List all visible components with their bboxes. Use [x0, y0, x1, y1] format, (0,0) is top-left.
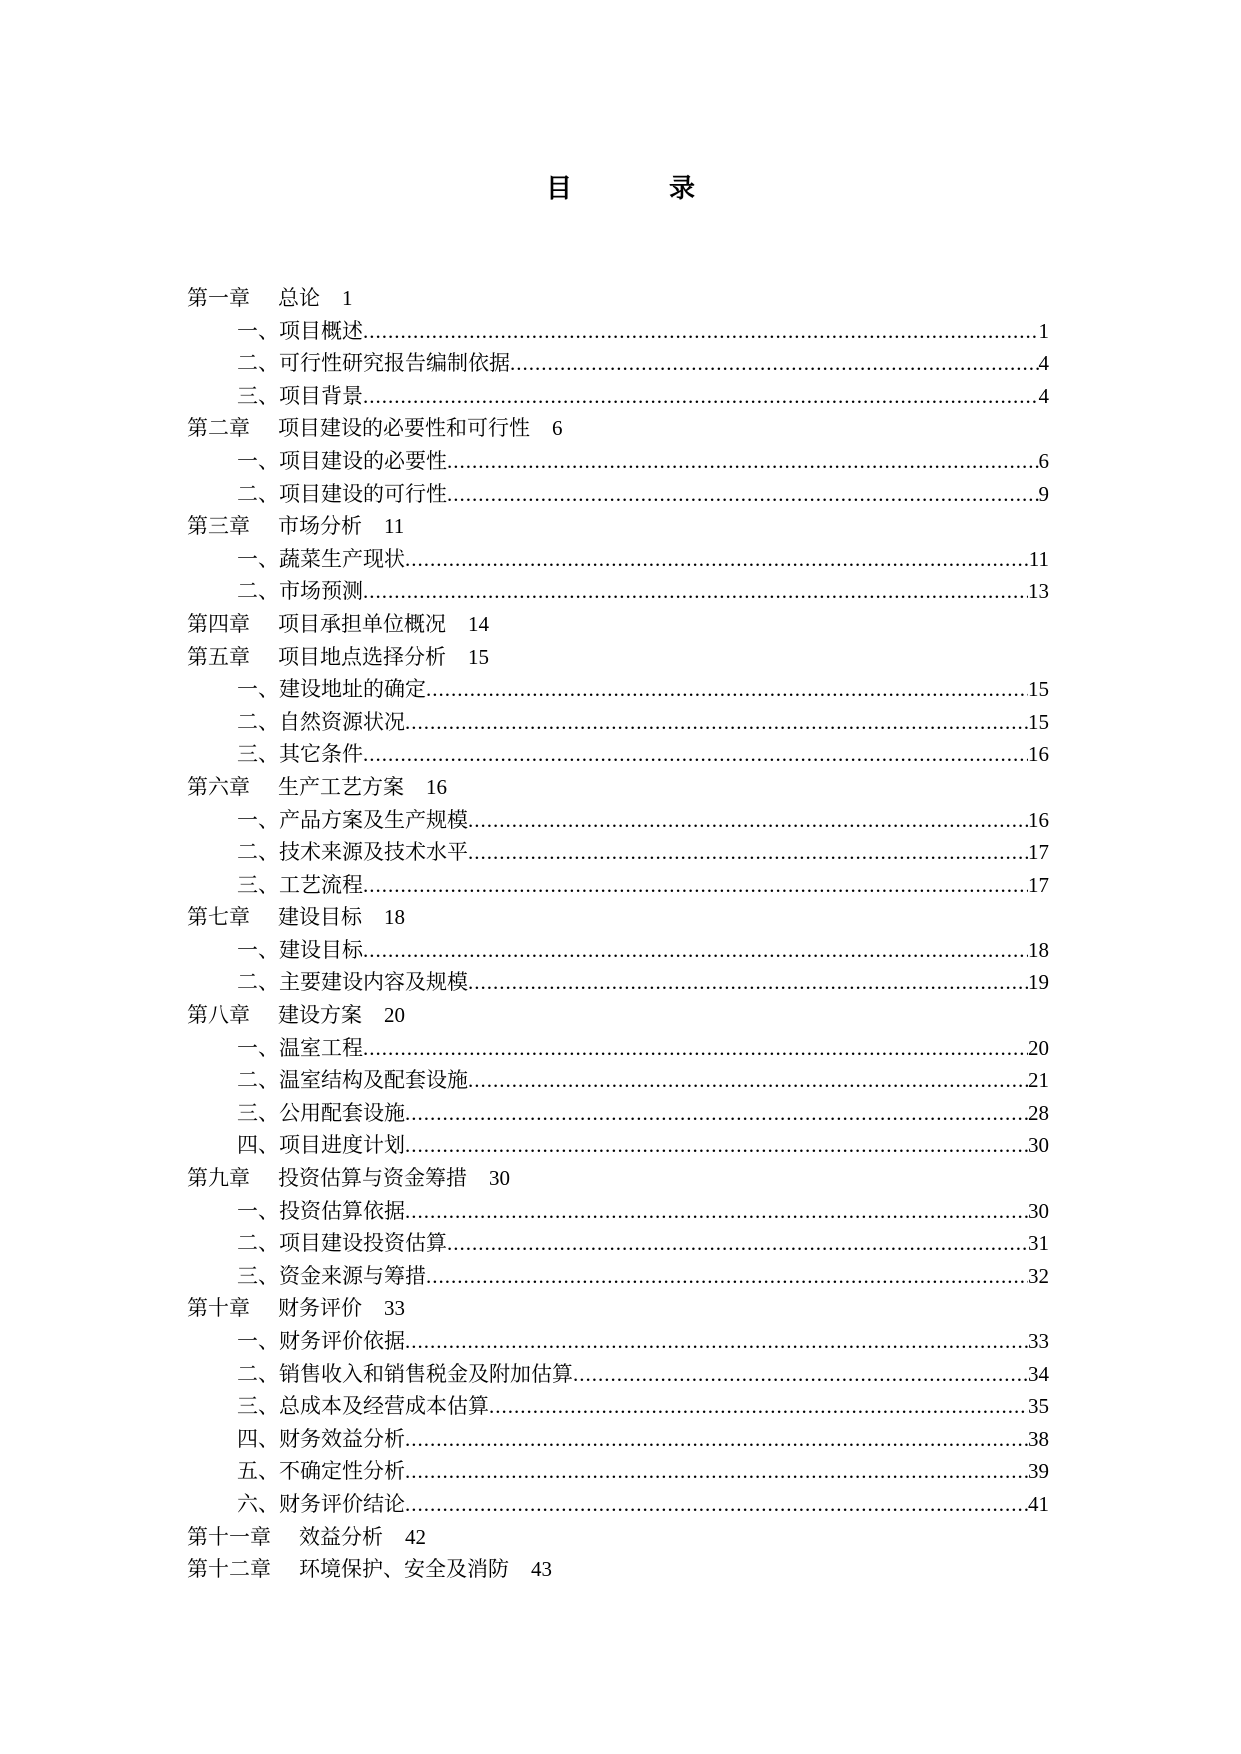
page-number: 16 [426, 774, 447, 799]
page-number: 1 [1038, 318, 1049, 343]
dot-leader [468, 836, 1028, 869]
toc-chapter-entry[interactable] [187, 999, 1049, 1032]
section-title: 二、销售收入和销售税金及附加估算 [237, 1361, 573, 1386]
toc-section-entry[interactable] [187, 966, 1049, 999]
page-number: 4 [1038, 351, 1049, 376]
section-title: 一、蔬菜生产现状 [237, 546, 405, 571]
toc-section-entry[interactable] [187, 1129, 1049, 1162]
section-title: 一、产品方案及生产规模 [237, 807, 468, 832]
toc-section-entry[interactable] [187, 1032, 1049, 1065]
dot-leader [468, 966, 1028, 999]
page-number: 41 [1028, 1491, 1049, 1516]
section-title: 二、温室结构及配套设施 [237, 1068, 468, 1093]
page-number: 42 [405, 1524, 426, 1549]
page-number: 15 [1028, 677, 1049, 702]
section-title: 三、工艺流程 [237, 872, 363, 897]
dot-leader [363, 315, 1039, 348]
dot-leader [510, 347, 1039, 380]
chapter-title: 项目建设的必要性和可行性 [278, 416, 530, 441]
chapter-number: 第四章 [187, 611, 250, 636]
page-number: 39 [1028, 1459, 1049, 1484]
dot-leader [363, 934, 1028, 967]
toc-chapter-entry[interactable] [187, 1162, 1049, 1195]
page-number: 15 [468, 644, 489, 669]
toc-chapter-entry[interactable] [187, 412, 1049, 445]
toc-chapter-entry[interactable] [187, 510, 1049, 543]
page-number: 11 [384, 514, 405, 539]
section-title: 三、项目背景 [237, 383, 363, 408]
toc-section-entry[interactable] [187, 1488, 1049, 1521]
section-title: 一、项目建设的必要性 [237, 448, 447, 473]
chapter-title: 环境保护、安全及消防 [299, 1557, 509, 1582]
chapter-title: 投资估算与资金筹措 [278, 1166, 467, 1191]
chapter-number: 第十章 [187, 1296, 250, 1321]
dot-leader [405, 1129, 1028, 1162]
toc-chapter-entry[interactable] [187, 1553, 1049, 1586]
toc-chapter-entry[interactable] [187, 608, 1049, 641]
page-number: 28 [1028, 1100, 1049, 1125]
section-title: 一、建设地址的确定 [237, 677, 426, 702]
page-number: 1 [342, 286, 353, 310]
toc-section-entry[interactable] [187, 445, 1049, 478]
toc-section-entry[interactable] [187, 1390, 1049, 1423]
page-number: 11 [1028, 546, 1049, 571]
toc-chapter-entry[interactable] [187, 771, 1049, 804]
dot-leader [489, 1390, 1028, 1423]
toc-section-entry[interactable] [187, 543, 1049, 576]
toc-section-entry[interactable] [187, 738, 1049, 771]
toc-section-entry[interactable] [187, 1195, 1049, 1228]
page-number: 30 [1028, 1133, 1049, 1158]
section-title: 一、投资估算依据 [237, 1198, 405, 1223]
dot-leader [573, 1358, 1028, 1391]
chapter-number: 第十一章 [187, 1524, 271, 1549]
page-number: 31 [1028, 1231, 1049, 1256]
chapter-title: 建设方案 [278, 1003, 362, 1028]
page-number: 20 [384, 1003, 405, 1028]
dot-leader [405, 706, 1028, 739]
section-title: 二、主要建设内容及规模 [237, 970, 468, 995]
page-number: 17 [1028, 840, 1049, 865]
chapter-number: 第三章 [187, 514, 250, 539]
toc-section-entry[interactable] [187, 478, 1049, 511]
section-title: 一、财务评价依据 [237, 1329, 405, 1353]
dot-leader [405, 1097, 1028, 1130]
page-number: 4 [1038, 383, 1049, 408]
toc-chapter-entry[interactable] [187, 1292, 1049, 1325]
dot-leader [447, 1227, 1028, 1260]
page-number: 19 [1028, 970, 1049, 995]
chapter-title: 财务评价 [278, 1296, 362, 1321]
dot-leader [468, 804, 1028, 837]
page-number: 21 [1028, 1068, 1049, 1093]
toc-section-entry[interactable] [187, 1227, 1049, 1260]
table-of-contents [187, 282, 1049, 1586]
section-title: 二、项目建设投资估算 [237, 1231, 447, 1256]
dot-leader [363, 575, 1028, 608]
page-number: 14 [468, 611, 489, 636]
page-number: 33 [1028, 1329, 1049, 1353]
toc-section-entry[interactable] [187, 1260, 1049, 1293]
page-number: 9 [1038, 481, 1049, 506]
page-number: 34 [1028, 1361, 1049, 1386]
toc-chapter-entry[interactable] [187, 1521, 1049, 1554]
chapter-number: 第一章 [187, 286, 250, 310]
section-title: 四、财务效益分析 [237, 1426, 405, 1451]
page-number: 18 [384, 905, 405, 930]
dot-leader [405, 1455, 1028, 1488]
page-number: 20 [1028, 1035, 1049, 1060]
chapter-number: 第九章 [187, 1166, 250, 1191]
page-number: 33 [384, 1296, 405, 1321]
dot-leader [426, 1260, 1028, 1293]
section-title: 四、项目进度计划 [237, 1133, 405, 1158]
page-number: 6 [1038, 448, 1049, 473]
section-title: 二、可行性研究报告编制依据 [237, 351, 510, 376]
page-number: 17 [1028, 872, 1049, 897]
section-title: 一、温室工程 [237, 1035, 363, 1060]
dot-leader [447, 478, 1039, 511]
page-number: 16 [1028, 742, 1049, 767]
dot-leader [468, 1064, 1028, 1097]
toc-section-entry[interactable] [187, 380, 1049, 413]
chapter-title: 生产工艺方案 [278, 774, 404, 799]
page-number: 38 [1028, 1426, 1049, 1451]
toc-title: 目 录 [545, 174, 740, 204]
toc-section-entry[interactable] [187, 315, 1049, 348]
dot-leader [447, 445, 1039, 478]
toc-section-entry[interactable] [187, 706, 1049, 739]
toc-section-entry[interactable] [187, 869, 1049, 902]
chapter-title: 项目地点选择分析 [278, 644, 446, 669]
chapter-title: 建设目标 [278, 905, 362, 930]
chapter-number: 第六章 [187, 774, 250, 799]
chapter-number: 第七章 [187, 905, 250, 930]
toc-section-entry[interactable] [187, 1455, 1049, 1488]
toc-section-entry[interactable] [187, 1423, 1049, 1456]
section-title: 三、总成本及经营成本估算 [237, 1394, 489, 1419]
chapter-number: 第十二章 [187, 1557, 271, 1582]
toc-section-entry[interactable] [187, 1097, 1049, 1130]
page-number: 30 [489, 1166, 510, 1191]
toc-chapter-entry[interactable] [187, 282, 1049, 315]
section-title: 三、其它条件 [237, 742, 363, 767]
dot-leader [405, 1488, 1028, 1521]
page-number: 6 [552, 416, 563, 441]
toc-chapter-entry[interactable] [187, 901, 1049, 934]
page-number: 35 [1028, 1394, 1049, 1419]
chapter-number: 第二章 [187, 416, 250, 441]
page-number: 18 [1028, 937, 1049, 962]
toc-section-entry[interactable] [187, 836, 1049, 869]
toc-section-entry[interactable] [187, 804, 1049, 837]
chapter-number: 第五章 [187, 644, 250, 669]
section-title: 五、不确定性分析 [237, 1459, 405, 1484]
section-title: 二、市场预测 [237, 579, 363, 604]
section-title: 三、资金来源与筹措 [237, 1263, 426, 1288]
toc-section-entry[interactable] [187, 934, 1049, 967]
toc-section-entry[interactable] [187, 673, 1049, 706]
page-number: 15 [1028, 709, 1049, 734]
dot-leader [426, 673, 1028, 706]
toc-section-entry[interactable] [187, 1064, 1049, 1097]
chapter-title: 总论 [278, 286, 320, 310]
page-number: 32 [1028, 1263, 1049, 1288]
page-number: 13 [1028, 579, 1049, 604]
page-number: 30 [1028, 1198, 1049, 1223]
section-title: 六、财务评价结论 [237, 1491, 405, 1516]
dot-leader [405, 543, 1029, 576]
dot-leader [405, 1195, 1028, 1228]
section-title: 一、建设目标 [237, 937, 363, 962]
section-title: 二、项目建设的可行性 [237, 481, 447, 506]
chapter-title: 效益分析 [299, 1524, 383, 1549]
toc-section-entry[interactable] [187, 575, 1049, 608]
dot-leader [363, 869, 1028, 902]
chapter-title: 项目承担单位概况 [278, 611, 446, 636]
dot-leader [363, 738, 1028, 771]
dot-leader [405, 1423, 1028, 1456]
page-number: 16 [1028, 807, 1049, 832]
toc-section-entry[interactable] [187, 1358, 1049, 1391]
chapter-number: 第八章 [187, 1003, 250, 1028]
toc-section-entry[interactable] [187, 1325, 1049, 1358]
dot-leader [363, 380, 1039, 413]
dot-leader [405, 1325, 1028, 1358]
section-title: 一、项目概述 [237, 318, 363, 343]
toc-chapter-entry[interactable] [187, 641, 1049, 674]
toc-section-entry[interactable] [187, 347, 1049, 380]
dot-leader [363, 1032, 1028, 1065]
section-title: 二、技术来源及技术水平 [237, 840, 468, 865]
section-title: 二、自然资源状况 [237, 709, 405, 734]
page-number: 43 [531, 1557, 552, 1582]
section-title: 三、公用配套设施 [237, 1100, 405, 1125]
chapter-title: 市场分析 [278, 514, 362, 539]
